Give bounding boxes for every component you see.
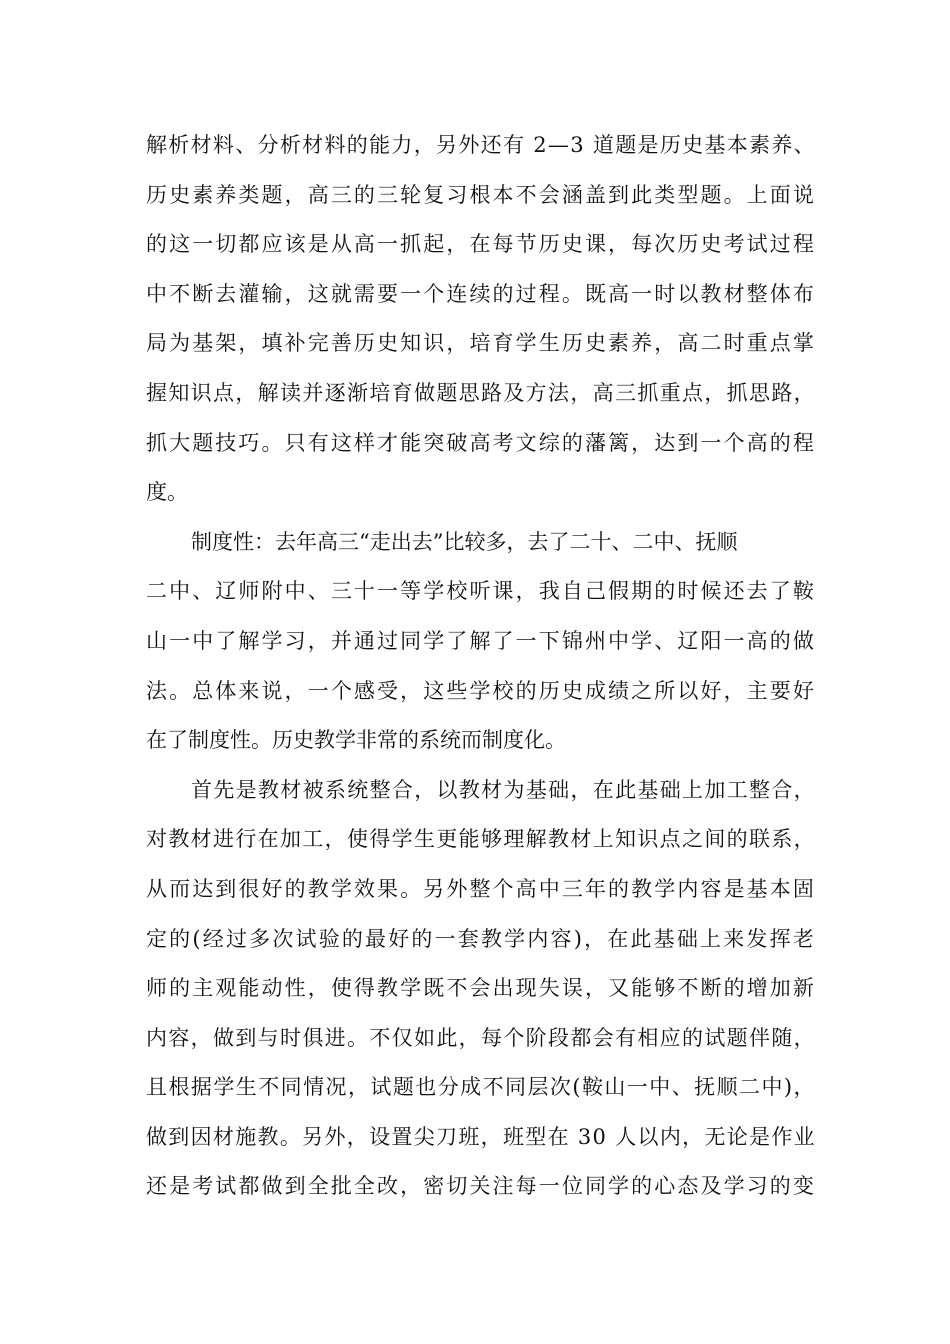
text-line: 对教材进行在加工，使得学生更能够理解教材上知识点之间的联系， (146, 827, 816, 852)
body-text (146, 121, 816, 1212)
text-line: 局为基架，填补完善历史知识，培育学生历史素养，高二时重点掌 (146, 331, 816, 356)
text-line: 内容，做到与时俱进。不仅如此，每个阶段都会有相应的试题伴随， (146, 1025, 816, 1050)
text-line: 且根据学生不同情况，试题也分成不同层次(鞍山一中、抚顺二中)， (146, 1075, 816, 1100)
text-line: 山一中了解学习，并通过同学了解了一下锦州中学、辽阳一高的做 (146, 628, 816, 653)
text-line: 度。 (146, 480, 188, 505)
text-line: 做到因材施教。另外，设置尖刀班，班型在 30 人以内，无论是作业 (146, 1124, 816, 1149)
text-line: 法。总体来说，一个感受，这些学校的历史成绩之所以好，主要好 (146, 678, 816, 703)
text-line: 抓大题技巧。只有这样才能突破高考文综的藩篱，达到一个高的程 (146, 430, 816, 455)
text-line: 历史素养类题，高三的三轮复习根本不会涵盖到此类型题。上面说 (146, 182, 816, 207)
text-line: 二中、辽师附中、三十一等学校听课，我自己假期的时候还去了鞍 (146, 579, 816, 604)
text-line: 定的(经过多次试验的最好的一套教学内容)，在此基础上来发挥老 (146, 926, 816, 951)
text-line: 的这一切都应该是从高一抓起，在每节历史课，每次历史考试过程 (146, 232, 816, 257)
text-line: 握知识点，解读并逐渐培育做题思路及方法，高三抓重点，抓思路， (146, 380, 816, 405)
text-line: 中不断去灌输，这就需要一个连续的过程。既高一时以教材整体布 (146, 281, 816, 306)
text-line: 从而达到很好的教学效果。另外整个高中三年的教学内容是基本固 (146, 876, 816, 901)
text-line: 在了制度性。历史教学非常的系统而制度化。 (146, 728, 566, 753)
text-line: 还是考试都做到全批全改，密切关注每一位同学的心态及学习的变 (146, 1174, 816, 1199)
text-line: 师的主观能动性，使得教学既不会出现失误，又能够不断的增加新 (146, 976, 816, 1001)
text-line: 首先是教材被系统整合，以教材为基础，在此基础上加工整合， (191, 777, 816, 802)
text-line: 解析材料、分析材料的能力，另外还有 2—3 道题是历史基本素养、 (146, 133, 816, 157)
text-line: 制度性：去年高三“走出去”比较多，去了二十、二中、抚顺 (191, 529, 738, 554)
